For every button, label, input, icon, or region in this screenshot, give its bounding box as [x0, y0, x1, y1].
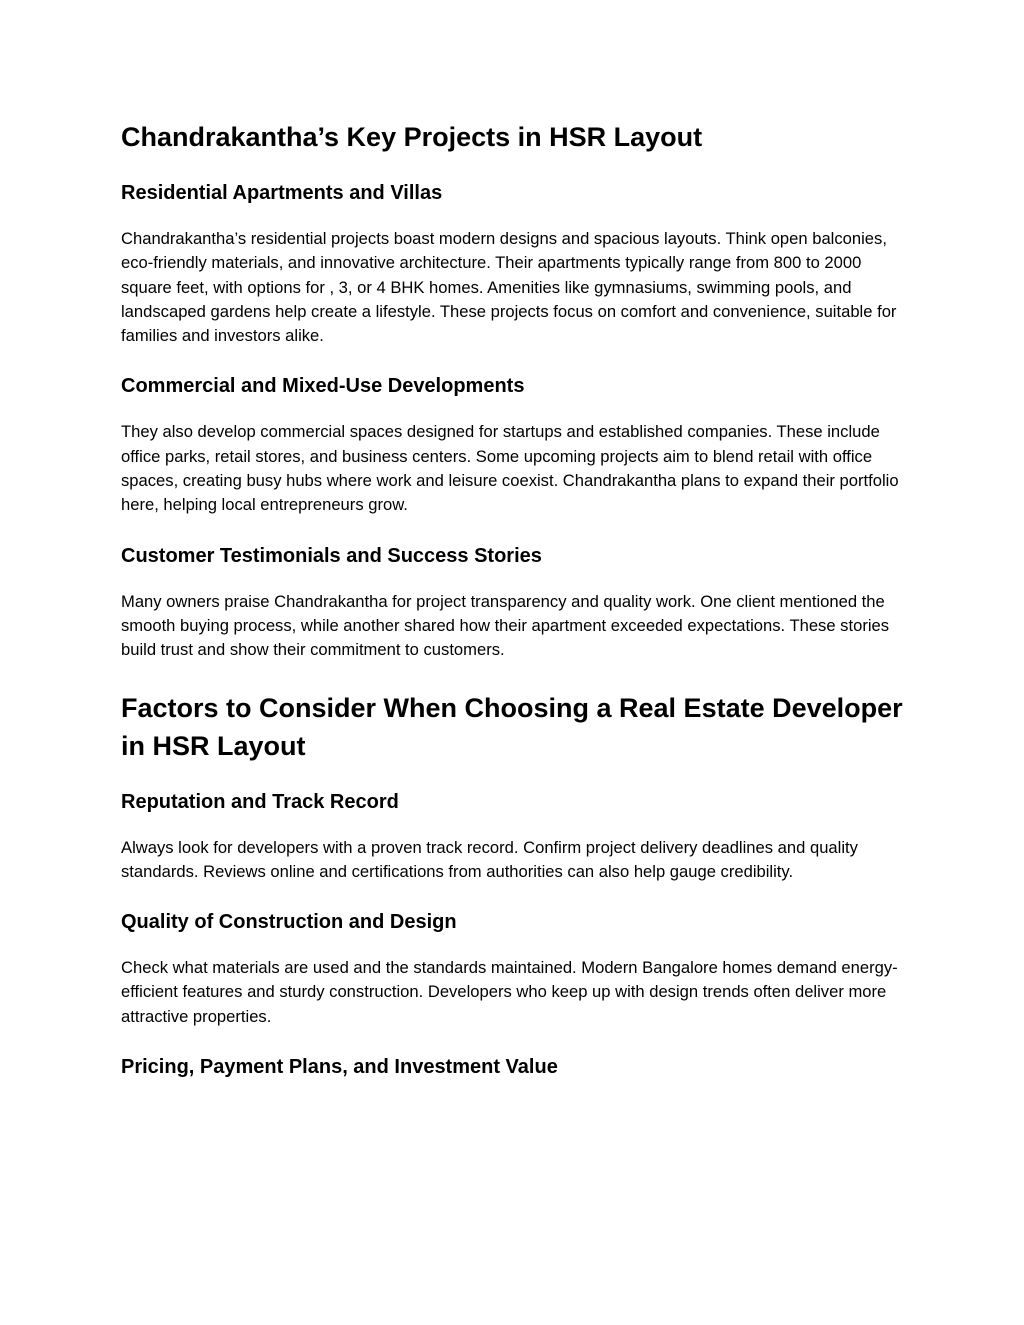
paragraph-reputation: Always look for developers with a proven track record. Confirm project delivery deadlines and quality standards. Reviews online and certifications from authorities can also help gauge credibility. [121, 837, 858, 881]
section-heading-factors: Factors to Consider When Choosing a Real Estate Developer in HSR Layout [121, 692, 903, 761]
subheading-residential: Residential Apartments and Villas [121, 182, 443, 204]
paragraph-quality: Check what materials are used and the standards maintained. Modern Bangalore homes demand energy-efficient features and sturdy construction. Developers who keep up with design trends often deliver more attractive properties. [121, 958, 898, 1026]
paragraph-residential: Chandrakantha’s residential projects boast modern designs and spacious layouts. Think open balconies, eco-friendly materials, and innovative architecture. Their apartments typically range from 800 to 2000 square feet, with options for , 3, or 4 BHK homes. Amenities like gymnasiums, swimming pools, and landscaped gardens help create a lifestyle. These projects focus on comfort and convenience, suitable for families and investors alike. [121, 229, 897, 346]
subheading-reputation: Reputation and Track Record [121, 790, 399, 813]
subheading-quality: Quality of Construction and Design [121, 911, 457, 934]
subheading-commercial: Commercial and Mixed-Use Developments [121, 375, 525, 398]
document-content [121, 118, 911, 1080]
subheading-testimonials: Customer Testimonials and Success Stories [121, 544, 542, 567]
paragraph-testimonials: Many owners praise Chandrakantha for project transparency and quality work. One client mentioned the smooth buying process, while another shared how their apartment exceeded expectations. These stories build trust and show their commitment to customers. [121, 591, 890, 660]
paragraph-commercial: They also develop commercial spaces designed for startups and established companies. These include office parks, retail stores, and business centers. Some upcoming projects aim to blend retail with office spaces, creating busy hubs where work and leisure coexist. Chandrakantha plans to expand their portfolio here, helping local entrepreneurs grow. [121, 422, 899, 515]
section-heading-key-projects: Chandrakantha’s Key Projects in HSR Layout [121, 122, 703, 152]
subheading-pricing: Pricing, Payment Plans, and Investment Value [121, 1056, 558, 1079]
